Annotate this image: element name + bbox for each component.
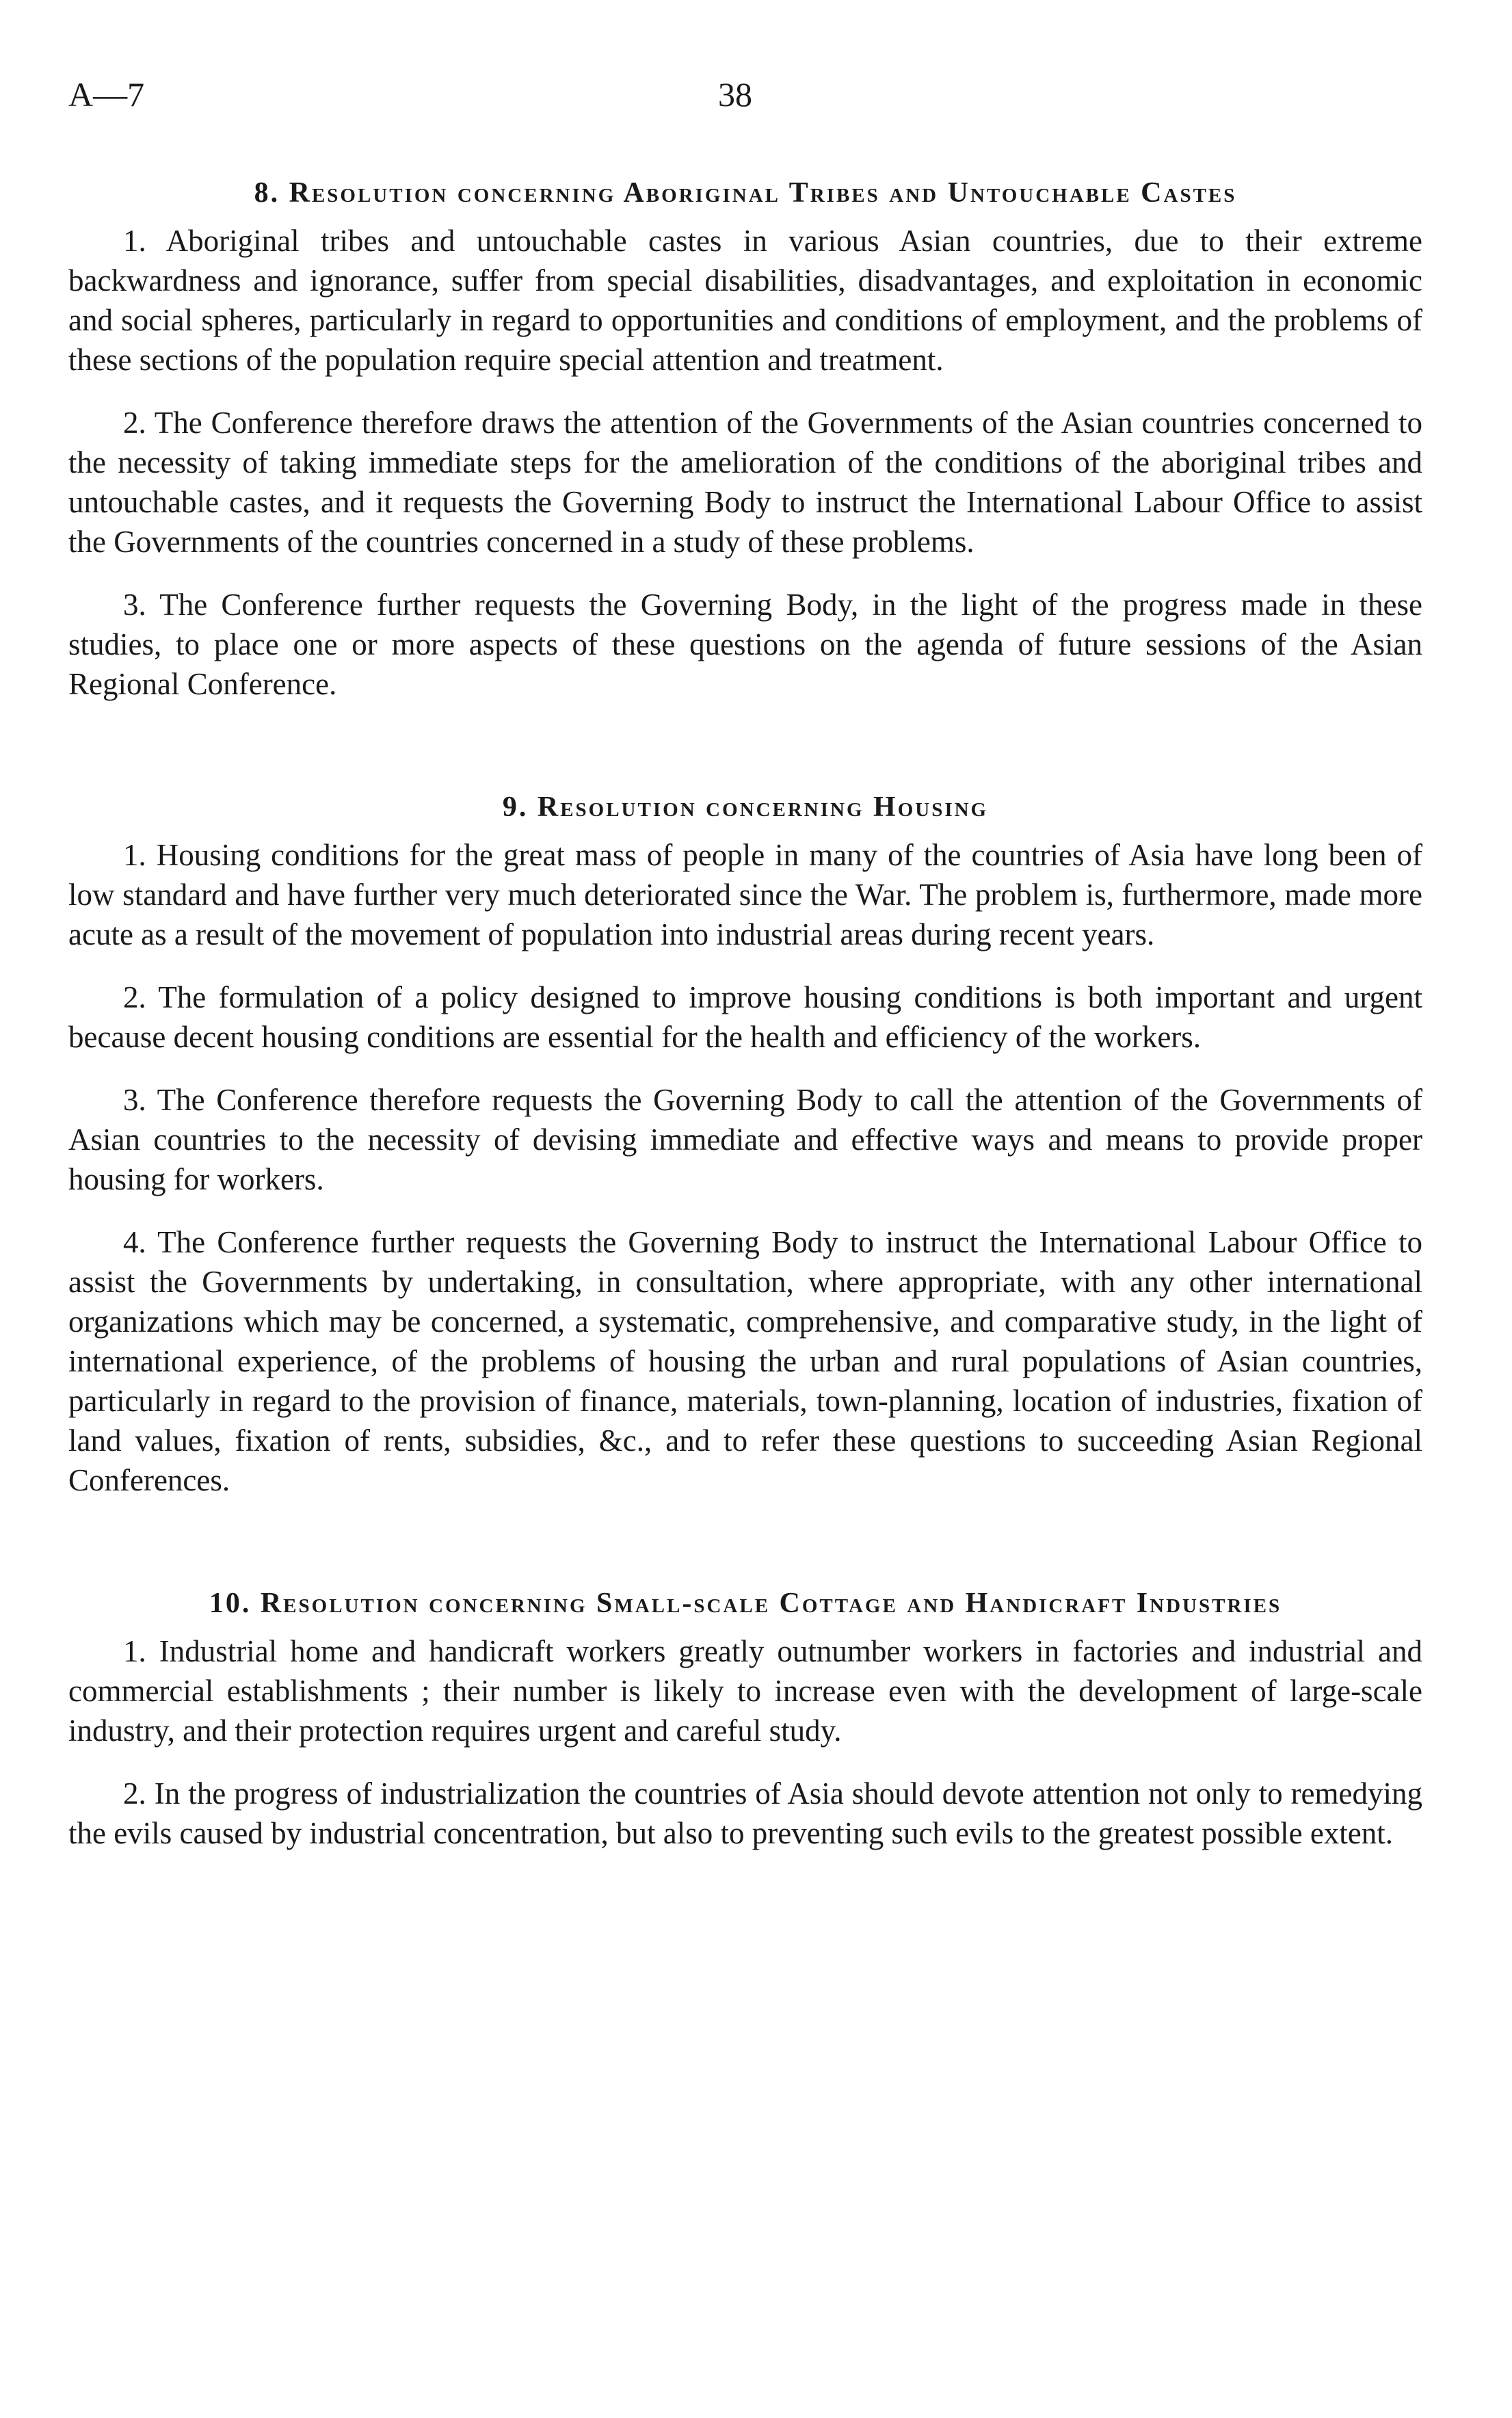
paragraph: 1. Housing conditions for the great mass of people in many of the countries of Asia have long been of low standard and have further very much deteriorated since the War. The problem is, furthermore, made more acute as a result of the movement of population into industrial areas during recent years. bbox=[68, 838, 1422, 951]
section-spacer bbox=[68, 727, 1422, 789]
paragraph: 2. In the progress of industrialization the countries of Asia should devote attention not only to remedying the evils caused by industrial concentration, but also to preventing such evils to the greatest possible extent. bbox=[68, 1776, 1422, 1850]
resolution-10-section bbox=[68, 1585, 1422, 1853]
section-heading: 9. Resolution concerning Housing bbox=[502, 791, 989, 823]
paragraph: 2. The formulation of a policy designed to improve housing conditions is both important and urgent because decent housing conditions are essential for the health and efficiency of the workers. bbox=[68, 980, 1422, 1054]
paragraph: 4. The Conference further requests the Governing Body to instruct the International Labour Office to assist the Governments by undertaking, in consultation, where appropriate, with any other international organizations which may be concerned, a systematic, comprehensive, and comparative study, in the light of international experience, of the problems of housing the urban and rural populations of Asian countries, particularly in regard to the provision of finance, materials, town-planning, location of industries, fixation of land values, fixation of rents, subsidies, &c., and to refer these questions to succeeding Asian Regional Conferences. bbox=[68, 1225, 1422, 1497]
section-spacer bbox=[68, 1523, 1422, 1585]
paragraph: 3. The Conference further requests the Governing Body, in the light of the progress made in these studies, to place one or more aspects of these questions on the agenda of future sessions of the Asian Regional Conference. bbox=[68, 588, 1422, 701]
paragraph: 3. The Conference therefore requests the Governing Body to call the attention of the Governments of Asian countries to the necessity of devising immediate and effective ways and means to provide proper housing for workers. bbox=[68, 1083, 1422, 1196]
resolution-9-section bbox=[68, 789, 1422, 1500]
page-body bbox=[68, 174, 1422, 1876]
paragraph: 2. The Conference therefore draws the attention of the Governments of the Asian countries concerned to the necessity of taking immediate steps for the amelioration of the conditions of the aboriginal tribes and untouchable castes, and it requests the Governing Body to instruct the International Labour Office to assist the Governments of the countries concerned in a study of these problems. bbox=[68, 406, 1422, 559]
page-number: 38 bbox=[718, 75, 752, 114]
resolution-8-section bbox=[68, 174, 1422, 704]
section-heading: 8. Resolution concerning Aboriginal Tribes and Untouchable Castes bbox=[254, 177, 1237, 209]
document-reference: A—7 bbox=[68, 75, 145, 114]
paragraph: 1. Aboriginal tribes and untouchable castes in various Asian countries, due to their extreme backwardness and ignorance, suffer from special disabilities, disadvantages, and exploitation in economic and social spheres, particularly in regard to opportunities and conditions of employment, and the problems of these sections of the population require special attention and treatment. bbox=[68, 224, 1422, 377]
paragraph: 1. Industrial home and handicraft workers greatly outnumber workers in factories and industrial and commercial establishments ; their number is likely to increase even with the development of large-scale industry, and their protection requires urgent and careful study. bbox=[68, 1634, 1422, 1748]
section-heading: 10. Resolution concerning Small-scale Cottage and Handicraft Industries bbox=[209, 1588, 1282, 1619]
